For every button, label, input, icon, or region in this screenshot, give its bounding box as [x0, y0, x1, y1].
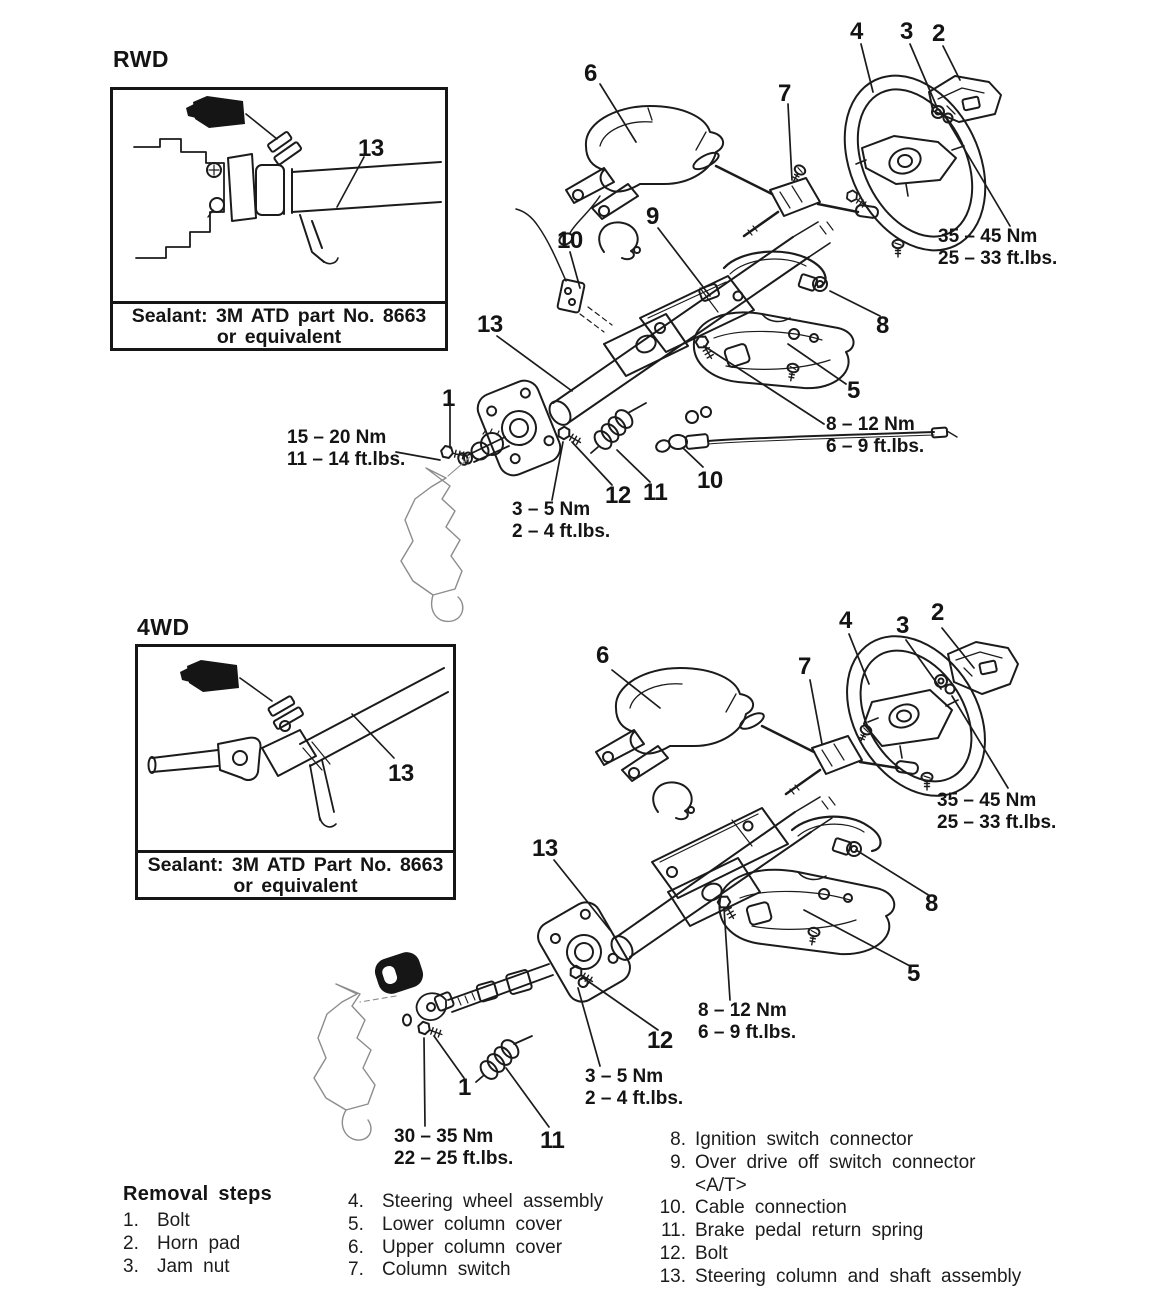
- fwd-section-title: 4WD: [137, 614, 190, 640]
- rwd-callout-cable-upper: 10: [557, 227, 583, 254]
- rwd-callout-jam-nut: 3: [900, 18, 913, 45]
- legend-column-2: [348, 1191, 603, 1282]
- rwd-callout-return-spring: 11: [643, 479, 668, 506]
- fwd-callout-ignition-connector: 8: [925, 890, 938, 917]
- rwd-callout-ignition-connector: 8: [876, 312, 889, 339]
- legend-item: 13. Steering column and shaft assembly: [659, 1265, 1022, 1287]
- rwd-callout-lower-cover: 5: [847, 377, 860, 404]
- lower-column-cover: [694, 312, 854, 388]
- fwd-callout-steering-wheel: 4: [839, 607, 852, 634]
- steering-gear-outline: [401, 457, 470, 621]
- fwd-torque-bracket-bolt: 8 – 12 Nm 6 – 9 ft.lbs.: [698, 1000, 797, 1043]
- steering-gear-outline: [314, 984, 375, 1140]
- fwd-callout-lower-cover: 5: [907, 960, 920, 987]
- legend-item: 6. Upper column cover: [348, 1236, 563, 1258]
- legend-title: Removal steps: [123, 1183, 273, 1205]
- legend-item: 12. Bolt: [659, 1242, 728, 1264]
- column-switch: [691, 150, 879, 236]
- fwd-callout-bolt-lower: 12: [647, 1027, 673, 1054]
- fwd-callout-column-switch: 7: [798, 653, 811, 680]
- legend-item: 3. Jam nut: [123, 1255, 230, 1277]
- legend-column-1: [123, 1210, 240, 1278]
- legend-item: 7. Column switch: [348, 1259, 511, 1281]
- rwd-callout-cable-lower: 10: [697, 467, 723, 494]
- column-and-shaft-assembly: [456, 209, 833, 480]
- fwd-callout-upper-cover: 6: [596, 642, 609, 669]
- brake-pedal-return-spring: [476, 1036, 532, 1082]
- upper-column-cover: [596, 668, 753, 781]
- rwd-callout-horn-pad: 2: [932, 20, 945, 47]
- legend-item: <A/T>: [695, 1174, 747, 1196]
- snap-ring: [653, 782, 694, 819]
- legend-item: 1. Bolt: [123, 1210, 190, 1231]
- fwd-leader-lines: [424, 628, 1008, 1127]
- fwd-sealant-caption-line1: Sealant: 3M ATD Part No. 8663: [147, 854, 444, 876]
- rwd-callout-steering-wheel: 4: [850, 18, 863, 45]
- fwd-callout-jam-nut: 3: [896, 612, 909, 639]
- snap-ring: [599, 222, 640, 259]
- fwd-callout-column-assembly: 13: [532, 835, 558, 862]
- legend-item: 10. Cable connection: [659, 1197, 847, 1219]
- rwd-callout-column-switch: 7: [778, 80, 791, 107]
- fwd-torque-wheel-nut: 35 – 45 Nm 25 – 33 ft.lbs.: [937, 790, 1057, 833]
- rwd-callout-bolt: 1: [442, 385, 455, 412]
- rwd-inset-callout-13: 13: [358, 135, 384, 162]
- legend-item: 4. Steering wheel assembly: [348, 1191, 604, 1212]
- horn-pad: [929, 76, 1001, 122]
- rwd-sealant-box: [110, 87, 448, 351]
- ignition-harness: [724, 252, 827, 292]
- fwd-callout-bolt: 1: [458, 1074, 471, 1101]
- legend-item: 2. Horn pad: [123, 1232, 241, 1254]
- fwd-callout-return-spring: 11: [540, 1127, 565, 1154]
- rwd-callout-bolt-lower: 12: [605, 482, 631, 509]
- fwd-sealant-caption: [138, 850, 453, 897]
- rwd-callout-overdrive-connector: 9: [646, 203, 659, 230]
- rwd-sealant-caption: [113, 301, 445, 348]
- rwd-sealant-caption-line2: or equivalent: [216, 326, 342, 348]
- fwd-inset-callout-13: 13: [388, 760, 414, 787]
- legend-column-3: [648, 1129, 1021, 1289]
- fwd-torque-pinch-bolt: 30 – 35 Nm 22 – 25 ft.lbs.: [394, 1126, 514, 1169]
- rwd-torque-clamp-bolt: 3 – 5 Nm 2 – 4 ft.lbs.: [512, 499, 611, 542]
- rwd-callout-column-assembly: 13: [477, 311, 503, 338]
- fwd-callout-horn-pad: 2: [931, 599, 944, 626]
- rwd-sealant-caption-line1: Sealant: 3M ATD part No. 8663: [131, 305, 427, 327]
- legend-item: 8. Ignition switch connector: [670, 1129, 914, 1150]
- rwd-torque-bracket-bolt: 8 – 12 Nm 6 – 9 ft.lbs.: [826, 414, 925, 457]
- legend-item: 5. Lower column cover: [348, 1213, 563, 1235]
- fwd-torque-clamp-bolt: 3 – 5 Nm 2 – 4 ft.lbs.: [585, 1066, 684, 1109]
- rwd-section-title: RWD: [113, 46, 170, 72]
- upper-column-cover: [557, 106, 723, 247]
- legend-item: 11. Brake pedal return spring: [660, 1220, 924, 1242]
- legend-item: 9. Over drive off switch connector: [670, 1151, 976, 1173]
- rwd-callout-upper-cover: 6: [584, 60, 597, 87]
- rwd-torque-wheel-nut: 35 – 45 Nm 25 – 33 ft.lbs.: [938, 226, 1058, 269]
- brake-pedal-return-spring: [591, 403, 646, 453]
- rwd-torque-joint-bolt: 15 – 20 Nm 11 – 14 ft.lbs.: [287, 427, 406, 470]
- fwd-sealant-caption-line2: or equivalent: [233, 875, 358, 897]
